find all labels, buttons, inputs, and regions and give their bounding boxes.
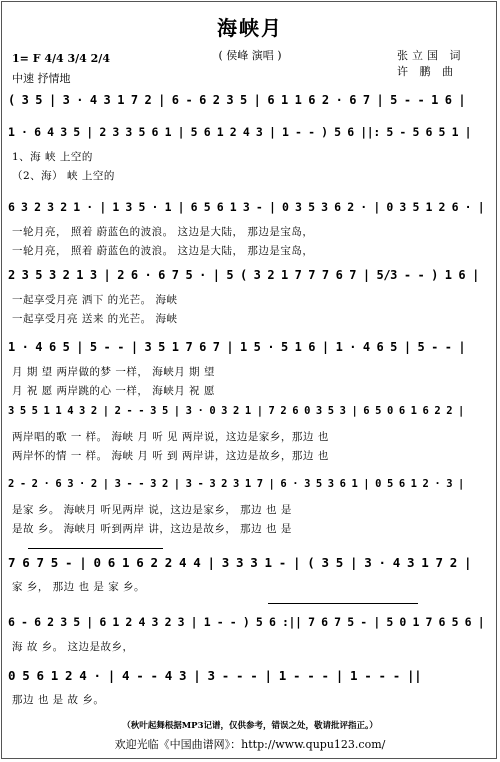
lyric-line: 海 故 乡。 这边是故乡， — [12, 641, 134, 653]
lyric-line: 一轮月亮， 照着 蔚蓝色的波浪。 这边是大陆， 那边是宝岛， — [12, 245, 314, 257]
composer-credit: 许 鹏 曲 — [397, 65, 457, 78]
notation-line: 1 · 6 4 3 5 | 2 3 3 5 6 1 | 5 6 1 2 4 3 | 1 - - ) 5 6 ||: 5 - 5 6 5 1 | — [8, 125, 472, 139]
lyric-line: 那边 也 是 故 乡。 — [12, 694, 105, 706]
transcription-note: （秋叶起舞根据MP3记谱，仅供参考，错误之处，敬请批评指正。） — [122, 721, 378, 731]
tempo-marking: 中速 抒情地 — [12, 72, 71, 85]
lyric-line: 月 祝 愿 两岸跳的心 一样， 海峡月 祝 愿 — [12, 385, 215, 397]
notation-line: 2 - 2 · 6 3 · 2 | 3 - - 3 2 | 3 - 3 2 3 1 7 | 6 · 3 5 3 6 1 | 0 5 6 1 2 · 3 | — [8, 478, 464, 490]
key-meter: 1= F 4/4 3/4 2/4 — [12, 52, 110, 65]
lyric-line: 一起享受月亮 送来 的光芒。 海峡 — [12, 313, 178, 325]
notation-line: 6 - 6 2 3 5 | 6 1 2 4 3 2 3 | 1 - - ) 5 6 :|| 7 6 7 5 - | 5 0 1 7 6 5 6 | — [8, 615, 485, 629]
lyric-line: 家 乡， 那边 也 是 家 乡。 — [12, 581, 146, 593]
notation-line: 1 · 4 6 5 | 5 - - | 3 5 1 7 6 7 | 1 5 · 5 1 6 | 1 · 4 6 5 | 5 - - | — [8, 340, 466, 354]
singer-subtitle: ( 侯峰 演唱 ) — [218, 49, 282, 62]
notation-line: 2 3 5 3 2 1 3 | 2 6 · 6 7 5 · | 5 ( 3 2 1 7 7 7 6 7 | 5/3 - - ) 1 6 | — [8, 268, 479, 282]
song-title: 海峡月 — [217, 16, 283, 40]
lyric-line: 一轮月亮， 照着 蔚蓝色的波浪。 这边是大陆， 那边是宝岛， — [12, 226, 314, 238]
volta-bracket-2 — [268, 603, 418, 604]
lyric-line: 两岸唱的歌 一 样。 海峡 月 听 见 两岸说，这边是家乡，那边 也 — [12, 431, 329, 443]
lyric-line: 1、海 峡 上空的 — [12, 151, 93, 163]
lyric-line: 两岸怀的情 一 样。 海峡 月 听 到 两岸讲，这边是故乡，那边 也 — [12, 450, 329, 462]
site-footer: 欢迎光临《中国曲谱网》：http://www.qupu123.com/ — [114, 738, 386, 751]
notation-line: 3 5 5 1 1 4 3 2 | 2 - - 3 5 | 3 · 0 3 2 1 | 7 2 6 0 3 5 3 | 6 5 0 6 1 6 2 2 | — [8, 405, 464, 417]
lyricist-credit: 张立国 词 — [397, 49, 465, 62]
notation-line: ( 3 5 | 3 · 4 3 1 7 2 | 6 - 6 2 3 5 | 6 1 1 6 2 · 6 7 | 5 - - 1 6 | — [8, 93, 466, 107]
lyric-line: 是故 乡。 海峡月 听到两岸 讲，这边是故乡， 那边 也 是 — [12, 523, 292, 535]
notation-line: 7 6 7 5 - | 0 6 1 6 2 2 4 4 | 3 3 3 1 - | ( 3 5 | 3 · 4 3 1 7 2 | — [8, 555, 472, 570]
lyric-line: 一起享受月亮 洒下 的光芒。 海峡 — [12, 294, 178, 306]
notation-line: 0 5 6 1 2 4 · | 4 - - 4 3 | 3 - - - | 1 - - - | 1 - - - || — [8, 668, 422, 683]
lyric-line: （2、海） 峡 上空的 — [12, 170, 115, 182]
lyric-line: 月 期 望 两岸做的梦 一样， 海峡月 期 望 — [12, 366, 215, 378]
volta-bracket-1 — [28, 548, 163, 549]
notation-line: 6 3 2 3 2 1 · | 1 3 5 · 1 | 6 5 6 1 3 - | 0 3 5 3 6 2 · | 0 3 5 1 2 6 · | — [8, 200, 485, 214]
lyric-line: 是家 乡。 海峡月 听见两岸 说，这边是家乡， 那边 也 是 — [12, 504, 292, 516]
